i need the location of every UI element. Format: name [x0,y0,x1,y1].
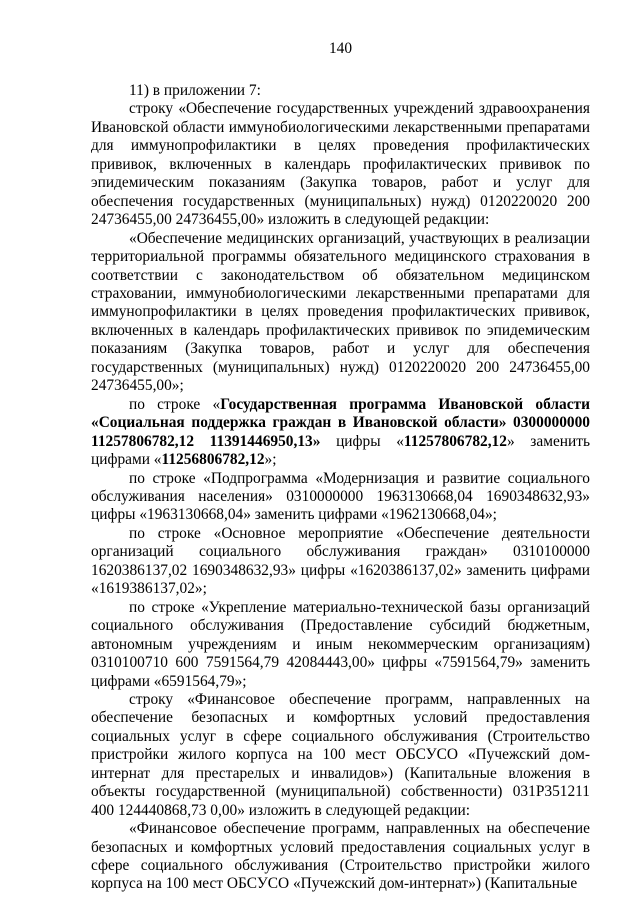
page-number: 140 [328,40,353,57]
text-span: по строке « [129,395,221,413]
paragraph-appendix-7-heading: 11) в приложении 7: [129,82,261,99]
text-span: »; [264,451,277,469]
paragraph-state-program [91,396,590,470]
paragraph-row-vaccination-state: строку «Обеспечение государственных учреждений здравоохранения Ивановской области иммунобиологическими лекарственными препаратами для иммунопрофилактики в целях проведения профилактических прививок, включенных в календарь профилактических прививок по эпидемическим показаниям (Закупка товаров, работ и услуг для обеспечения государственных (муниципальных) нужд) 0120220020 200 24736455,00 24736455,00» изложить в следующей редакции: [91,100,590,229]
text-span: » заменить цифрами « [91,432,590,469]
paragraph-main-activity: по строке «Основное мероприятие «Обеспечение деятельности организаций социального обслуживания граждан» 0310100000 1620386137,02 1690348632,93» цифры «1620386137,02» заменить цифрами «1619386137,02»; [91,524,590,598]
paragraph-financing-new: «Финансовое обеспечение программ, направленных на обеспечение безопасных и комфортных условий предоставления социальных услуг в сфере социального обслуживания (Строительство пристройки жилого корпуса на 100 мест ОБСУСО «Пучежский дом-интернат») (Капитальные [91,820,590,893]
bold-span: 11256806782,12 [161,451,265,469]
paragraph-material-base: по строке «Укрепление материально-технической базы организаций социального обслуживания (Предоставление субсидий бюджетным, автономным учреждениям и иным некоммерческим организациям) 0310100710 600 7591564,79 42084443,00» цифры «7591564,79» заменить цифрами «6591564,79»; [91,598,590,690]
paragraph-row-vaccination-new: «Обеспечение медицинских организаций, участвующих в реализации территориальной программы обязательного медицинского страхования в соответствии с законодательством об обязательном медицинском страховании, иммунобиологическими лекарственными препаратами для иммунопрофилактики в целях проведения профилактических прививок, включенных в календарь профилактических прививок по эпидемическим показаниям (Закупка товаров, работ и услуг для обеспечения государственных (муниципальных) нужд) 0120220020 200 24736455,00 24736455,00»; [91,229,590,395]
bold-span: Государственная программа Ивановской области «Социальная поддержка граждан в Ивановской области» 0300000000 11257806782,12 11391446950,13» [91,395,590,450]
paragraph-subprogram: по строке «Подпрограмма «Модернизация и развитие социального обслуживания населения» 0310000000 1963130668,04 1690348632,93» цифры «1963130668,04» заменить цифрами «1962130668,04»; [91,469,590,524]
text-span: цифры « [320,432,404,450]
paragraph-financing-row: строку «Финансовое обеспечение программ, направленных на обеспечение безопасных и комфортных условий предоставления социальных услуг в сфере социального обслуживания (Строительство пристройки жилого корпуса на 100 мест ОБСУСО «Пучежский дом-интернат для престарелых и инвалидов») (Капитальные вложения в объекты государственной (муниципальной) собственности) 031P351211 400 124440868,73 0,00» изложить в следующей редакции: [91,690,590,819]
bold-span: 11257806782,12 [403,432,507,450]
